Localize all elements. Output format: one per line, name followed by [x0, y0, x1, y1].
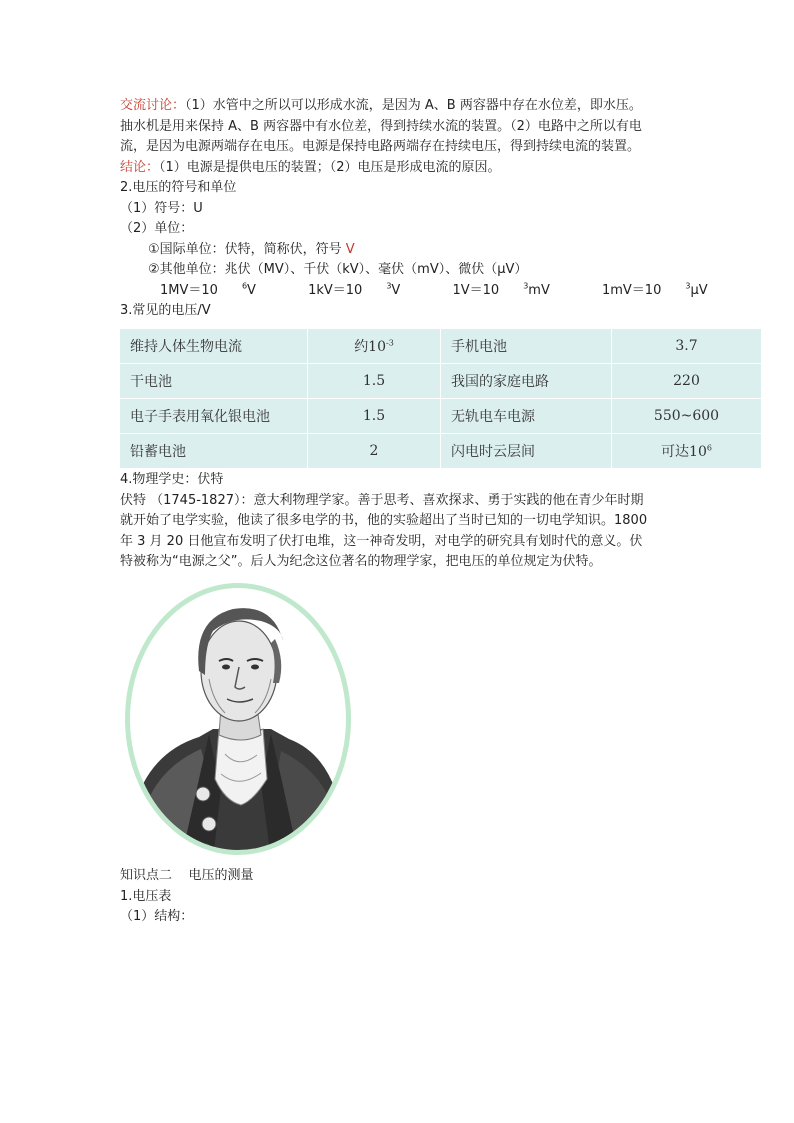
history-paragraph-line-1: 伏特 （1745-1827）：意大利物理学家。善于思考、喜欢探求、勇于实践的他在青少年时期: [120, 492, 644, 508]
conversion-mv: 1MV＝10 $^6$V: [160, 281, 256, 298]
table-cell-item: 维持人体生物电流: [120, 329, 308, 364]
conversion-kv: 1kV＝10 $^3$V: [308, 281, 401, 298]
conversion-millivolt: 1mV＝10 $^3$μV: [601, 281, 708, 298]
table-cell-value: 约$10^{-3}$: [308, 329, 441, 364]
other-units-line: ②其他单位：兆伏（MV）、千伏（kV）、毫伏（mV）、微伏（μV）: [148, 262, 528, 277]
common-voltage-heading: 3.常见的电压/V: [120, 303, 211, 318]
table-cell-value: 3.7: [612, 329, 761, 364]
discussion-label: 交流讨论：: [120, 98, 186, 113]
table-cell-item: 手机电池: [441, 329, 612, 364]
document-body: [120, 96, 708, 322]
table-cell-value: 2: [308, 434, 441, 468]
history-paragraph-line-4: 特被称为“电源之父”。后人为纪念这位著名的物理学家，把电压的单位规定为伏特。: [120, 554, 602, 569]
conclusion-label: 结论：: [120, 159, 160, 175]
table-row: [120, 399, 761, 434]
structure-item: （1）结构：: [120, 909, 194, 924]
history-paragraph-line-2: 就开始了电学实验，他读了很多电学的书，他的实验超出了当时已知的一切电学知识。1800: [120, 513, 648, 528]
conclusion-text: （1）电源是提供电压的装置；（2）电压是形成电流的原因。: [159, 159, 501, 175]
table-row: [120, 434, 761, 468]
discussion-line-2: 抽水机是用来保持 A、B 两容器中有水位差，得到持续水流的装置。（2）电路中之所以有电: [120, 118, 642, 134]
table-cell-item: 电子手表用氧化银电池: [120, 399, 308, 434]
table-cell-item: 铅蓄电池: [120, 434, 308, 468]
si-unit-line: [120, 240, 680, 261]
portrait-illustration: [121, 579, 355, 859]
table-cell-item: 无轨电车电源: [441, 399, 612, 434]
history-paragraph-line-3: 年 3 月 20 日他宣布发明了伏打电堆，这一神奇发明，对电学的研究具有划时代的意义。伏: [120, 533, 643, 549]
table-row: [120, 329, 761, 364]
conversion-v: 1V＝10 $^3$mV: [452, 281, 550, 298]
discussion-line-1: [120, 96, 680, 117]
volta-portrait: [121, 579, 355, 859]
table-cell-value: 220: [612, 364, 761, 399]
table-cell-item: 我国的家庭电路: [441, 364, 612, 399]
table-cell-item: 干电池: [120, 364, 308, 399]
history-heading: 4.物理学史：伏特: [120, 472, 224, 487]
table-cell-value: 550~600: [612, 399, 761, 434]
unit-line: （2）单位：: [120, 221, 194, 236]
voltmeter-heading: 1.电压表: [120, 888, 172, 904]
discussion-line-3: 流，是因为电源两端存在电压。电源是保持电路两端存在持续电压，得到持续电流的装置。: [120, 139, 641, 154]
table-cell-item: 闪电时云层间: [441, 434, 612, 468]
discussion-text-1: （1）水管中之所以可以形成水流，是因为 A、B 两容器中存在水位差，即水压。: [185, 98, 642, 113]
symbol-line: （1）符号：U: [120, 200, 203, 216]
table-row: [120, 364, 761, 399]
table-cell-value: 1.5: [308, 364, 441, 399]
section2-title: 知识点二 电压的测量: [120, 868, 254, 883]
history-section: [120, 470, 680, 573]
table-cell-value: 1.5: [308, 399, 441, 434]
symbol-unit-heading: 2.电压的符号和单位: [120, 180, 237, 195]
common-voltage-table: [120, 329, 761, 468]
table-cell-value: 可达$10^6$: [661, 443, 712, 460]
si-unit-text: ①国际单位：伏特，简称伏，符号: [148, 241, 346, 257]
conclusion-line: [120, 158, 680, 179]
si-unit-symbol: V: [345, 241, 355, 257]
unit-conversions: [120, 281, 708, 302]
measurement-section: [120, 866, 254, 928]
